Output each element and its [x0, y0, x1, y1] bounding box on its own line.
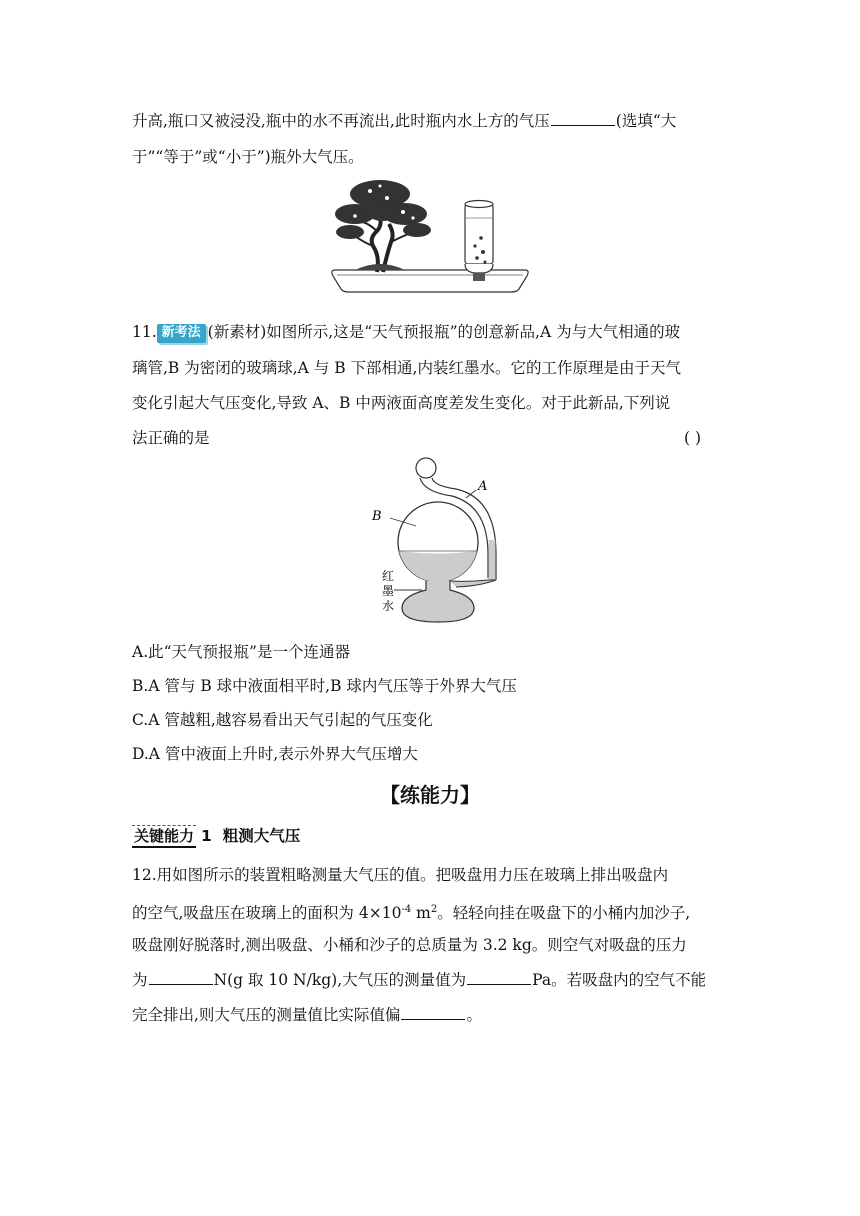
option-b[interactable]: B.A 管与 B 球中液面相平时,B 球内气压等于外界大气压	[132, 677, 517, 695]
option-a[interactable]: A.此“天气预报瓶”是一个连通器	[132, 643, 350, 661]
key-skill-number: 1	[200, 827, 212, 845]
q12-text: m	[411, 904, 431, 923]
q12-line-4	[132, 969, 706, 991]
q11-line-1	[132, 321, 680, 343]
option-d[interactable]: D.A 管中液面上升时,表示外界大气压增大	[132, 745, 418, 763]
q12-line-5	[132, 1004, 482, 1026]
label-b: B	[372, 509, 382, 524]
answer-blank[interactable]	[467, 969, 531, 985]
label-ink-2: 墨	[382, 584, 395, 598]
q12-text: 。	[466, 1006, 482, 1024]
q12-text: 的空气,吸盘压在玻璃上的面积为 4×10	[132, 904, 402, 923]
q12-text: N(g 取 10 N/kg),大气压的测量值为	[213, 971, 467, 989]
label-ink-3: 水	[382, 599, 395, 613]
q12-text: 。轻轻向挂在吸盘下的小桶内加沙子,	[437, 904, 691, 923]
answer-blank[interactable]	[401, 1004, 465, 1020]
q12-text: 为	[132, 971, 148, 989]
exponent: 2	[430, 904, 438, 915]
label-a: A	[478, 479, 488, 494]
q11-line-3: 变化引起大气压变化,导致 A、B 中两液面高度差发生变化。对于此新品,下列说	[132, 394, 671, 412]
q10-text: (选填“大	[615, 112, 677, 130]
weather-bottle-figure	[360, 456, 510, 626]
q12-text: Pa。若吸盘内的空气不能	[532, 971, 707, 989]
key-skill-title: 粗测大气压	[222, 827, 301, 845]
q12-line-2	[132, 899, 690, 924]
q12-line-1: 12.用如图所示的装置粗略测量大气压的值。把吸盘用力压在玻璃上排出吸盘内	[132, 866, 669, 884]
q10-line-2: 于”“等于”或“小于”)瓶外大气压。	[132, 148, 364, 166]
q10-text: 升高,瓶口又被浸没,瓶中的水不再流出,此时瓶内水上方的气压	[132, 112, 550, 130]
question-number: 11.	[132, 323, 157, 341]
answer-blank[interactable]	[551, 110, 615, 126]
exponent: -4	[401, 904, 412, 915]
section-title: 【练能力】	[380, 783, 480, 807]
q11-line-4: 法正确的是	[132, 429, 210, 447]
q12-line-3: 吸盘刚好脱落时,测出吸盘、小桶和沙子的总质量为 3.2 kg。则空气对吸盘的压力	[132, 936, 687, 954]
q11-text: (新素材)如图所示,这是“天气预报瓶”的创意新品,A 为与大气相通的玻	[207, 323, 681, 341]
answer-parentheses[interactable]: ( )	[684, 429, 702, 447]
q12-text: 完全排出,则大气压的测量值比实际值偏	[132, 1006, 401, 1024]
bonsai-bottle-figure	[325, 176, 535, 298]
label-ink-1: 红	[382, 569, 395, 583]
option-c[interactable]: C.A 管越粗,越容易看出天气引起的气压变化	[132, 711, 433, 729]
key-skill-tag: 关键能力	[132, 825, 196, 848]
new-method-badge: 新考法	[157, 324, 206, 343]
q10-line-1	[132, 110, 676, 132]
q11-line-2: 璃管,B 为密闭的玻璃球,A 与 B 下部相通,内装红墨水。它的工作原理是由于天气	[132, 359, 681, 377]
answer-blank[interactable]	[149, 969, 213, 985]
key-skill-heading	[132, 825, 300, 848]
